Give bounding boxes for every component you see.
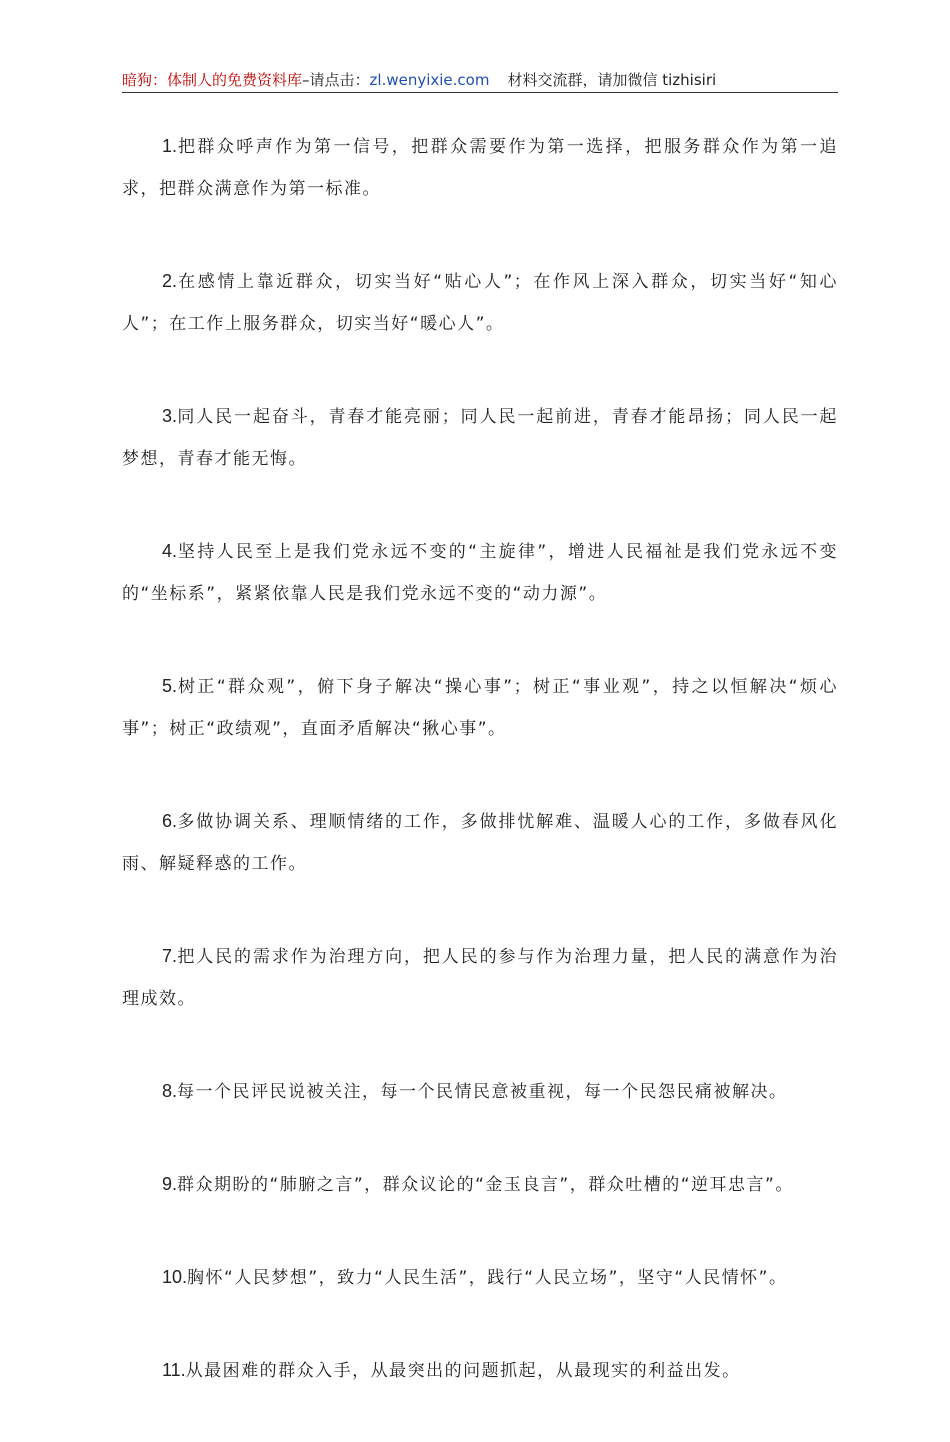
item-number: 9. bbox=[162, 1174, 178, 1194]
item-number: 8. bbox=[162, 1081, 178, 1101]
item-text: 坚持人民至上是我们党永远不变的“主旋律”，增进人民福祉是我们党永远不变的“坐标系”，紧紧依靠人民是我们党永远不变的“动力源”。 bbox=[122, 542, 838, 604]
item-number: 2. bbox=[162, 271, 178, 291]
header-contact: 材料交流群，请加微信 tizhisiri bbox=[507, 71, 717, 89]
item-number: 11. bbox=[162, 1360, 186, 1380]
header-prompt: –请点击： bbox=[302, 71, 370, 89]
item-text: 在感情上靠近群众，切实当好“贴心人”；在作风上深入群众，切实当好“知心人”；在工作上服务群众，切实当好“暖心人”。 bbox=[122, 272, 838, 334]
item-number: 7. bbox=[162, 946, 178, 966]
item-text: 每一个民评民说被关注，每一个民情民意被重视，每一个民怨民痛被解决。 bbox=[177, 1082, 788, 1102]
page-header bbox=[122, 70, 838, 93]
document-body bbox=[122, 125, 838, 1442]
list-item bbox=[122, 1070, 838, 1113]
item-text: 同人民一起奋斗，青春才能亮丽；同人民一起前进，青春才能昂扬；同人民一起梦想，青春才能无悔。 bbox=[122, 407, 838, 469]
item-text: 胸怀“人民梦想”，致力“人民生活”，践行“人民立场”，坚守“人民情怀”。 bbox=[187, 1268, 788, 1288]
item-number: 6. bbox=[162, 811, 178, 831]
item-text: 群众期盼的“肺腑之言”，群众议论的“金玉良言”，群众吐槽的“逆耳忠言”。 bbox=[177, 1175, 794, 1195]
list-item bbox=[122, 530, 838, 615]
list-item bbox=[122, 935, 838, 1020]
list-item bbox=[122, 1349, 838, 1392]
item-text: 把人民的需求作为治理方向，把人民的参与作为治理力量，把人民的满意作为治理成效。 bbox=[122, 947, 838, 1009]
list-item bbox=[122, 1163, 838, 1206]
list-item bbox=[122, 1256, 838, 1299]
item-number: 3. bbox=[162, 406, 178, 426]
header-url-link[interactable]: zl.wenyixie.com bbox=[369, 71, 490, 89]
item-number: 1. bbox=[162, 136, 178, 156]
list-item bbox=[122, 665, 838, 750]
item-number: 10. bbox=[162, 1267, 188, 1287]
header-brand: 暗狗：体制人的免费资料库 bbox=[122, 71, 303, 89]
item-text: 多做协调关系、理顺情绪的工作，多做排忧解难、温暖人心的工作，多做春风化雨、解疑释惑的工作。 bbox=[122, 812, 838, 874]
list-item bbox=[122, 800, 838, 885]
item-number: 5. bbox=[162, 676, 178, 696]
list-item bbox=[122, 395, 838, 480]
item-text: 从最困难的群众入手，从最突出的问题抓起，从最现实的利益出发。 bbox=[185, 1361, 741, 1381]
item-text: 树正“群众观”，俯下身子解决“操心事”；树正“事业观”，持之以恒解决“烦心事”；树正“政绩观”，直面矛盾解决“揪心事”。 bbox=[122, 677, 838, 739]
list-item bbox=[122, 260, 838, 345]
item-number: 4. bbox=[162, 541, 178, 561]
item-text: 把群众呼声作为第一信号，把群众需要作为第一选择，把服务群众作为第一追求，把群众满意作为第一标准。 bbox=[122, 137, 838, 199]
list-item bbox=[122, 125, 838, 210]
